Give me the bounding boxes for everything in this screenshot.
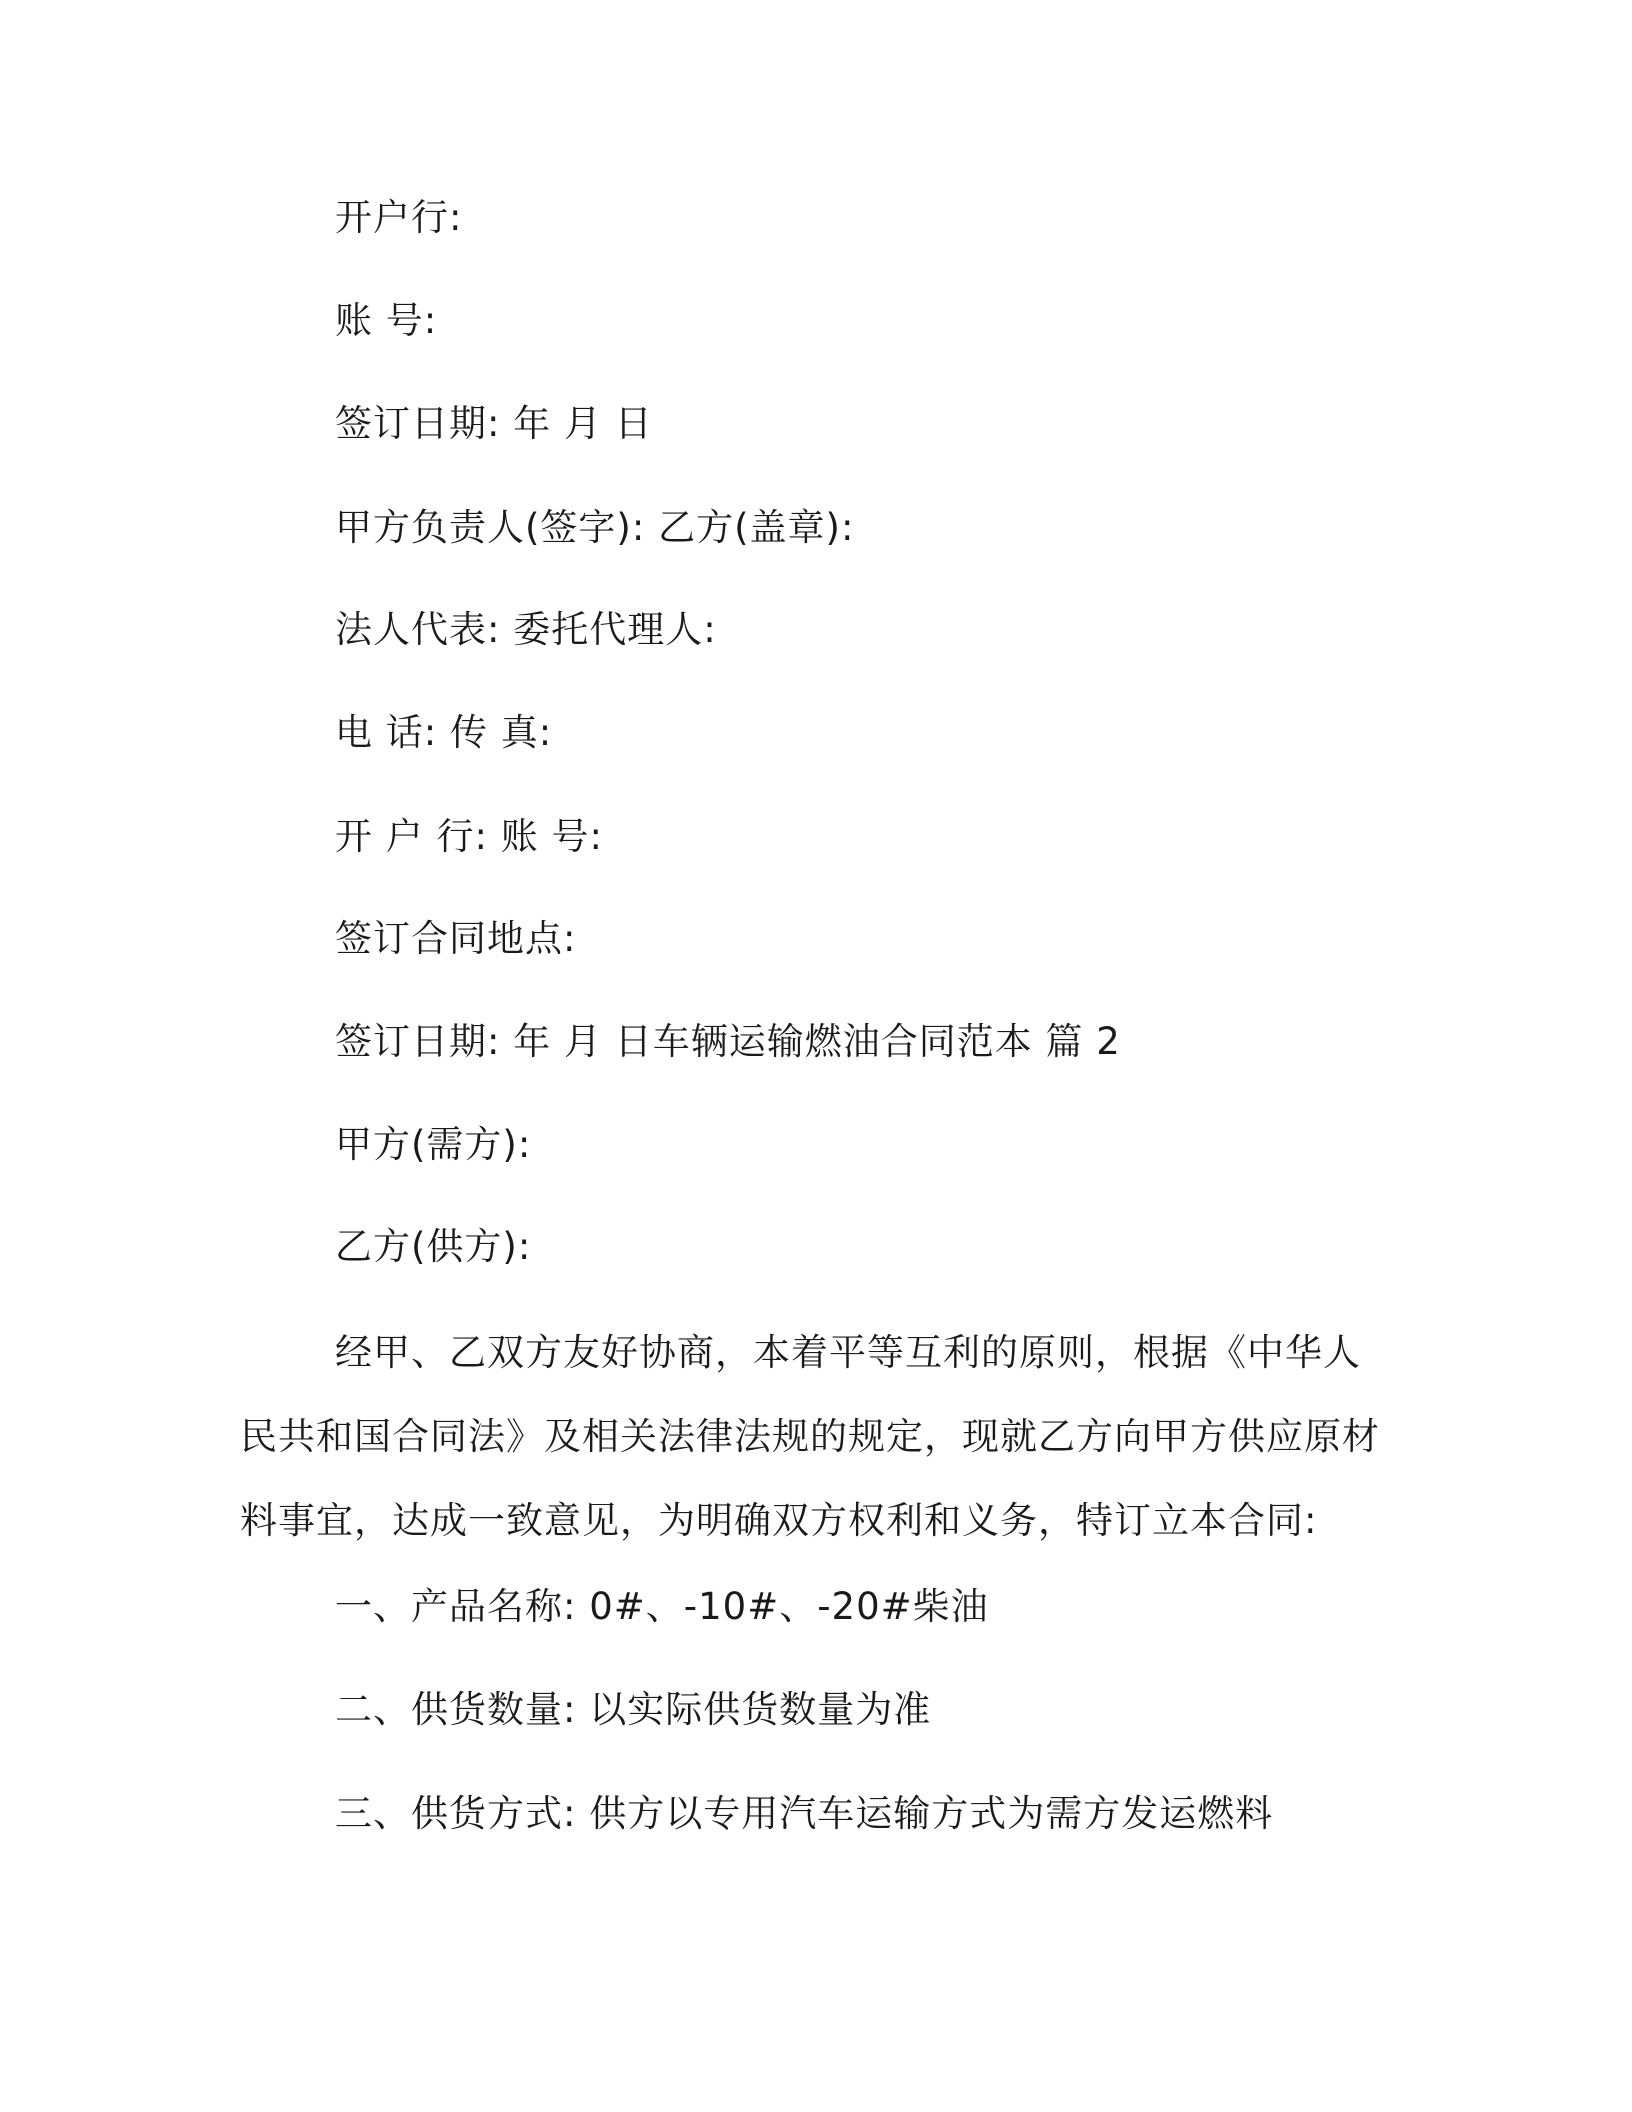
legal-representative-line: 法人代表: 委托代理人: xyxy=(335,608,717,651)
product-name-line: 一、产品名称: 0#、-10#、-20#柴油 xyxy=(335,1585,989,1628)
phone-fax-line: 电 话: 传 真: xyxy=(335,711,553,754)
supply-quantity-line: 二、供货数量: 以实际供货数量为准 xyxy=(335,1688,932,1731)
account-line: 账 号: xyxy=(335,299,438,342)
party-signature-line: 甲方负责人(签字): 乙方(盖章): xyxy=(335,506,855,549)
signing-place-line: 签订合同地点: xyxy=(335,917,577,960)
party-b-line: 乙方(供方): xyxy=(335,1225,532,1268)
supply-method-line: 三、供货方式: 供方以专用汽车运输方式为需方发运燃料 xyxy=(335,1792,1274,1835)
party-a-line: 甲方(需方): xyxy=(335,1123,532,1166)
bank-account-line: 开 户 行: 账 号: xyxy=(335,815,603,858)
bank-line: 开户行: xyxy=(335,196,463,239)
signing-date-title-line: 签订日期: 年 月 日车辆运输燃油合同范本 篇 2 xyxy=(335,1020,1121,1063)
contract-intro-paragraph: 经甲、乙双方友好协商，本着平等互利的原则，根据《中华人民共和国合同法》及相关法律法规的规定，现就乙方向甲方供应原材料事宜，达成一致意见，为明确双方权利和义务，特订立本合同: xyxy=(240,1331,1380,1542)
signing-date-line: 签订日期: 年 月 日 xyxy=(335,402,653,445)
